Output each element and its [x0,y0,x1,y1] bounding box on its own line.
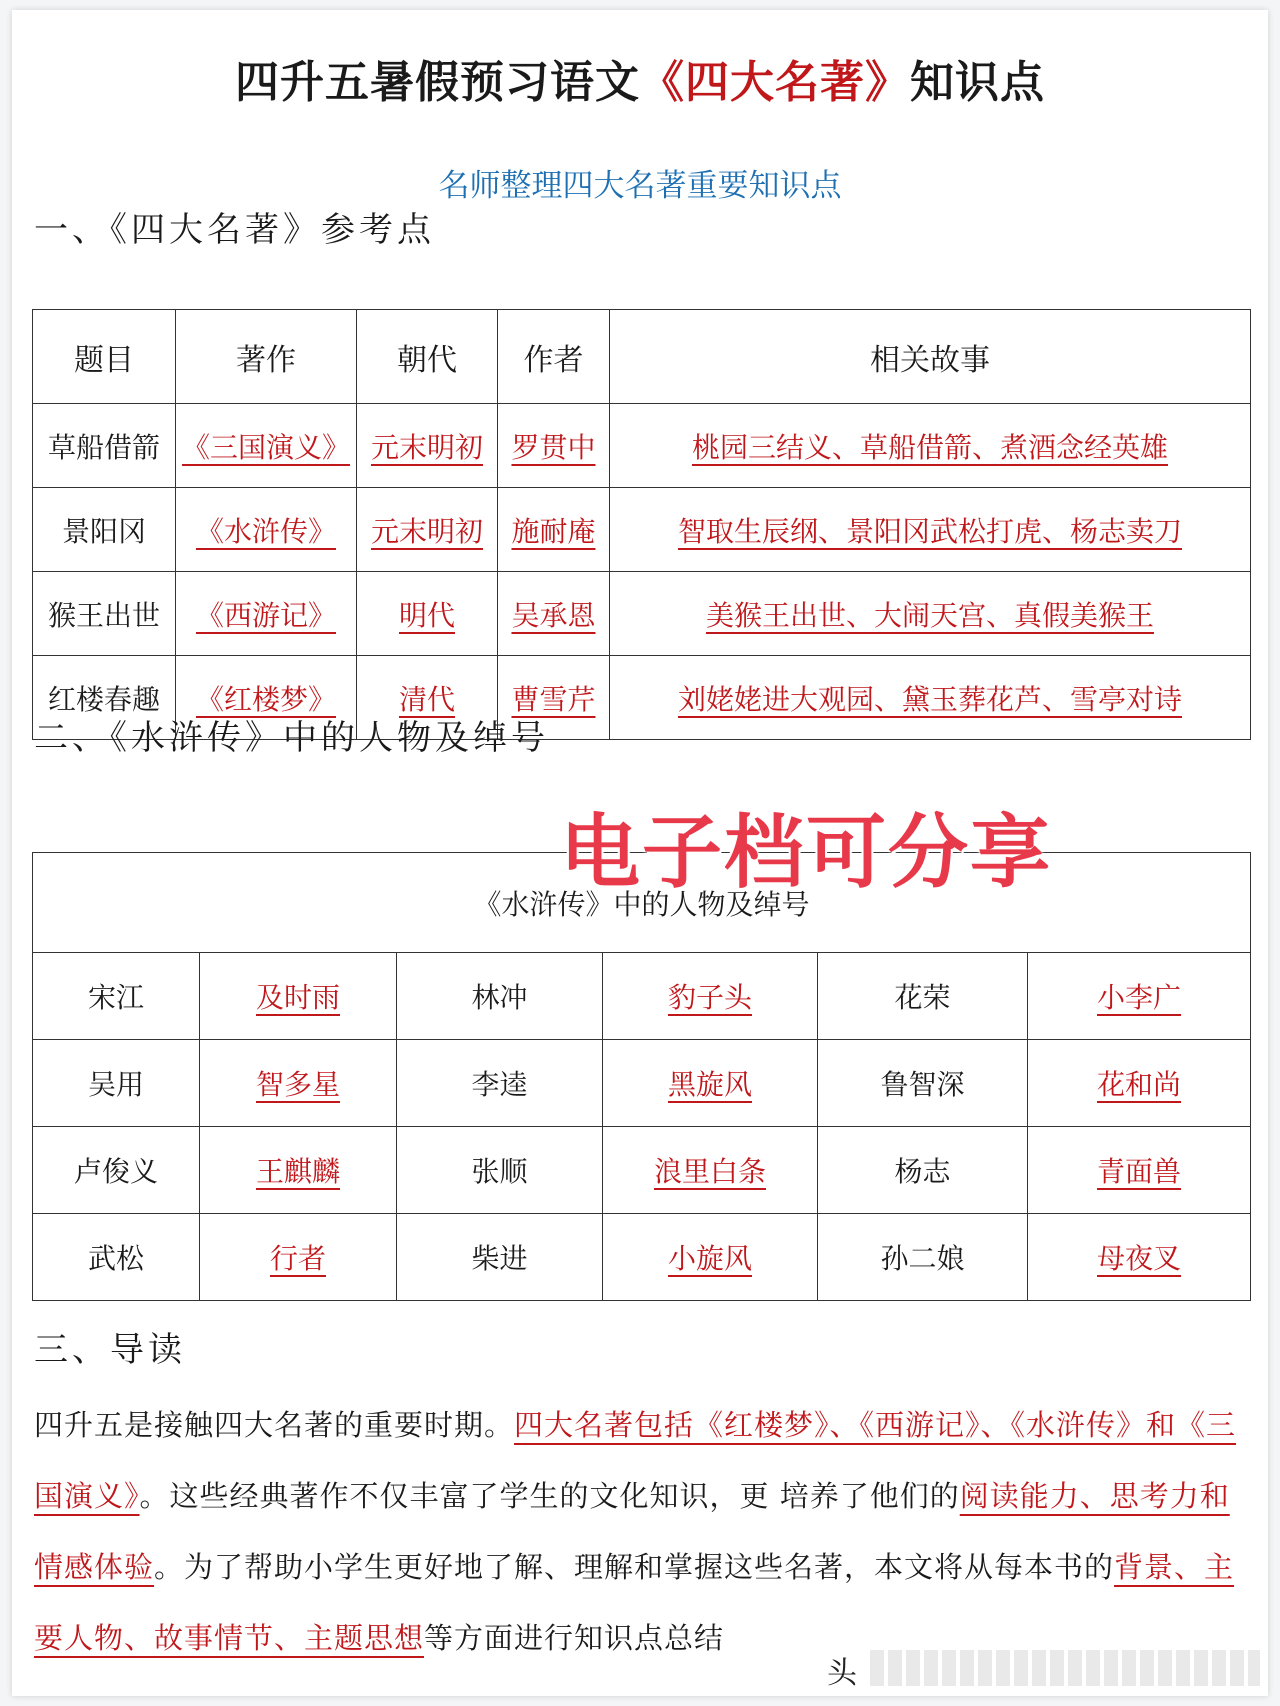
dynasty: 元末明初 [370,430,483,464]
character-nickname: 小旋风 [667,1242,752,1275]
table-row [33,1214,1251,1301]
title-highlight: 《四大名著》 [640,57,910,108]
character-name: 花荣 [818,953,1028,1040]
header-cell: 作者 [498,310,610,404]
character-name: 吴用 [33,1040,200,1127]
lesson-title: 景阳冈 [33,488,176,572]
novels-table-header [33,310,1251,404]
character-nickname: 豹子头 [667,981,752,1014]
character-name: 杨志 [818,1127,1028,1214]
lesson-title: 草船借箭 [33,404,176,488]
character-name: 孙二娘 [818,1214,1028,1301]
character-nickname: 行者 [269,1242,326,1275]
stories: 美猴王出世、大闹天宫、真假美猴王 [705,598,1154,632]
lesson-title: 红楼春趣 [33,656,176,740]
character-nickname: 王麒麟 [255,1155,340,1188]
intro-text: 。这些经典著作不仅丰富了学生的文化知识，更 培养了他们的 [139,1479,960,1513]
header-cell: 朝代 [357,310,498,404]
dynasty: 明代 [398,598,455,632]
intro-highlight: 阅读能力、思考力和情感体验 [34,1479,1230,1584]
intro-text: 等方面进行知识点总结 [424,1621,725,1655]
characters-table-caption: 《水浒传》中的人物及绰号 [33,853,1251,953]
intro-text: 。为了帮助小学生更好地了解、理解和掌握这些名著，本文将从每本书的 [154,1550,1115,1584]
character-nickname: 花和尚 [1097,1068,1182,1101]
table-row [33,572,1251,656]
stories: 智取生辰纲、景阳冈武松打虎、杨志卖刀 [677,514,1182,548]
stories: 桃园三结义、草船借箭、煮酒念经英雄 [691,430,1168,464]
intro-highlight: 四大名著包括《红楼梦》、《西游记》、《水浒传》和《三国演义》 [34,1408,1237,1513]
character-nickname: 母夜叉 [1097,1242,1182,1275]
dynasty: 清代 [398,682,455,716]
page-subtitle: 名师整理四大名著重要知识点 [438,168,842,204]
footer-logo: 头 [827,1656,857,1691]
character-nickname: 小李广 [1097,981,1182,1014]
novel-name: 《三国演义》 [181,430,350,464]
character-nickname: 浪里白条 [653,1155,766,1188]
header-cell: 著作 [176,310,357,404]
author: 吴承恩 [511,598,596,632]
author: 施耐庵 [511,514,596,548]
novel-name: 《西游记》 [195,598,336,632]
footer-obscured-bar [870,1650,1260,1686]
section1-heading: 一、《四大名著》参考点 [34,210,435,250]
table-row [33,1127,1251,1214]
document-page [12,10,1268,1696]
character-name: 张顺 [397,1127,603,1214]
dynasty: 元末明初 [370,514,483,548]
character-name: 鲁智深 [818,1040,1028,1127]
section2-heading: 二、《水浒传》中的人物及绰号 [34,718,549,758]
character-nickname: 及时雨 [255,981,340,1014]
characters-table [32,852,1251,1301]
character-name: 李逵 [397,1040,603,1127]
author: 罗贯中 [511,430,596,464]
character-nickname: 青面兽 [1097,1155,1182,1188]
page-title [12,46,1268,110]
header-cell: 相关故事 [610,310,1251,404]
intro-paragraph [34,1390,1252,1674]
character-name: 武松 [33,1214,200,1301]
title-prefix: 四升五暑假预习语文 [235,57,640,108]
character-nickname: 智多星 [255,1068,340,1101]
novel-name: 《红楼梦》 [195,682,336,716]
title-suffix: 知识点 [910,57,1045,108]
character-name: 卢俊义 [33,1127,200,1214]
intro-text: 四升五是接触四大名著的重要时期。 [34,1408,515,1442]
author: 曹雪芹 [511,682,596,716]
character-name: 柴进 [397,1214,603,1301]
novel-name: 《水浒传》 [195,514,336,548]
table-row [33,953,1251,1040]
watermark-overlay: 电子档可分享 [560,806,1052,899]
intro-highlight: 背景、主要人物、故事情节、主题思想 [34,1550,1235,1655]
section3-heading: 三、导读 [34,1330,186,1370]
character-name: 林冲 [397,953,603,1040]
novels-table [32,309,1251,740]
character-nickname: 黑旋风 [667,1068,752,1101]
table-row [33,1040,1251,1127]
stories: 刘姥姥进大观园、黛玉葬花芦、雪亭对诗 [677,682,1182,716]
table-row [33,488,1251,572]
header-cell: 题目 [33,310,176,404]
character-name: 宋江 [33,953,200,1040]
lesson-title: 猴王出世 [33,572,176,656]
table-row [33,404,1251,488]
